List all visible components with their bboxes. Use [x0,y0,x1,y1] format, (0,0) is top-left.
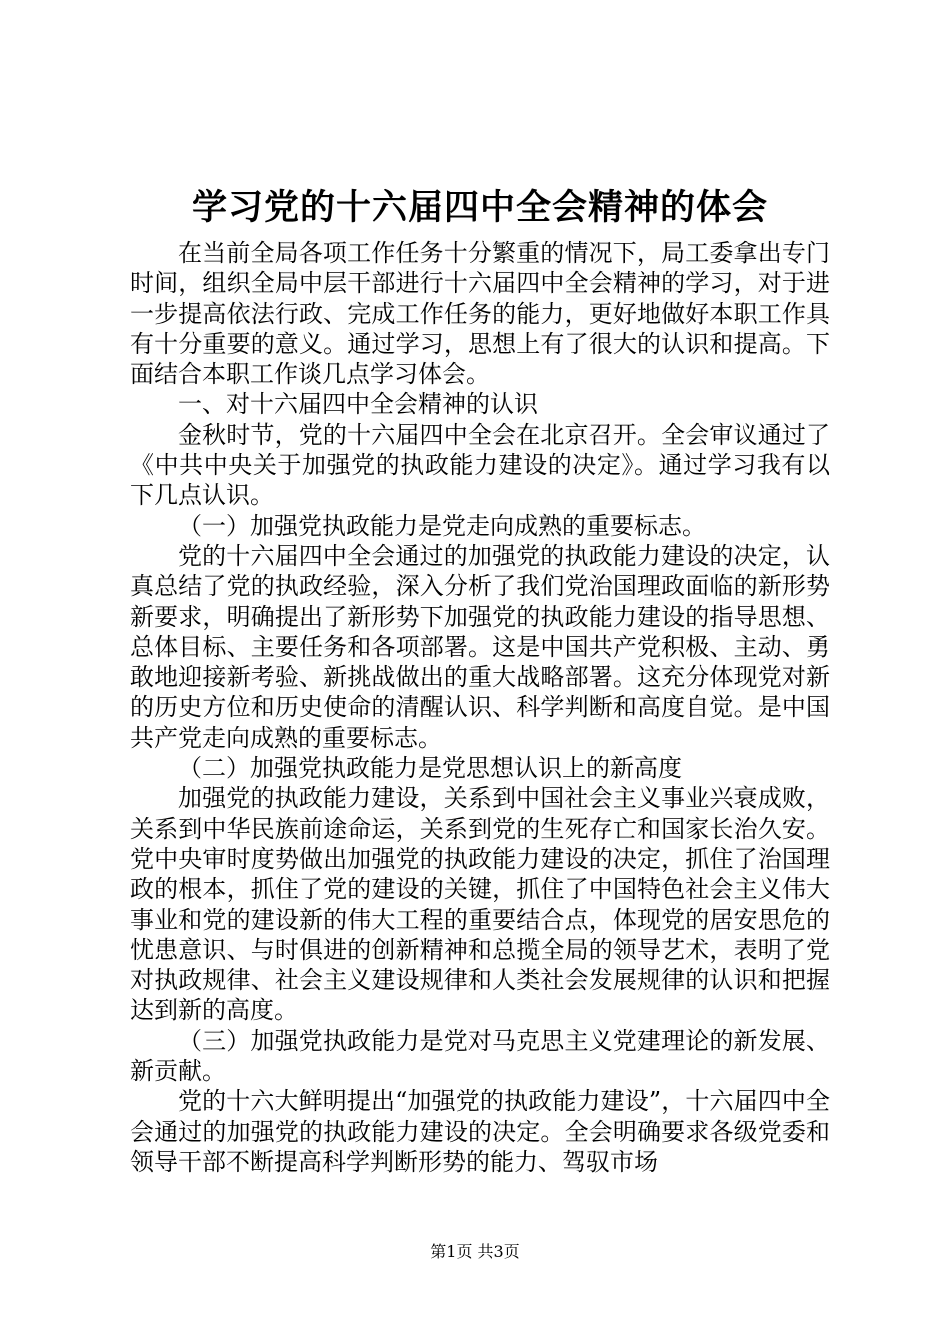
paragraph-subsection-3: 党的十六大鲜明提出“加强党的执政能力建设”，十六届四中全会通过的加强党的执政能力建设的决定。全会明确要求各级党委和领导干部不断提高科学判断形势的能力、驾驭市场 [130,1087,830,1176]
subheading-1: （一）加强党执政能力是党走向成熟的重要标志。 [178,511,706,540]
document-title: 学习党的十六届四中全会精神的体会 [191,187,768,228]
subheading-2: （二）加强党执政能力是党思想认识上的新高度 [178,754,682,783]
page-footer: 第1页 共3页 [430,1242,520,1261]
document-page [130,0,830,1344]
subheading-3: （三）加强党执政能力是党对马克思主义党建理论的新发展、新贡献。 [130,1026,830,1086]
paragraph-plenum: 金秋时节，党的十六届四中全会在北京召开。全会审议通过了《中共中央关于加强党的执政能力建设的决定》。通过学习我有以下几点认识。 [130,420,830,510]
document-body [130,238,830,1177]
section-heading-1: 一、对十六届四中全会精神的认识 [178,390,538,419]
paragraph-subsection-1: 党的十六届四中全会通过的加强党的执政能力建设的决定，认真总结了党的执政经验，深入分析了我们党治国理政面临的新形势新要求，明确提出了新形势下加强党的执政能力建设的指导思想、总体目标、主要任务和各项部署。这是中国共产党积极、主动、勇敢地迎接新考验、新挑战做出的重大战略部署。这充分体现党对新的历史方位和历史使命的清醒认识、科学判断和高度自觉。是中国共产党走向成熟的重要标志。 [130,541,830,752]
paragraph-subsection-2: 加强党的执政能力建设，关系到中国社会主义事业兴衰成败，关系到中华民族前途命运，关系到党的生死存亡和国家长治久安。党中央审时度势做出加强党的执政能力建设的决定，抓住了治国理政的根本，抓住了党的建设的关键，抓住了中国特色社会主义伟大事业和党的建设新的伟大工程的重要结合点，体现党的居安思危的忧患意识、与时俱进的创新精神和总揽全局的领导艺术，表明了党对执政规律、社会主义建设规律和人类社会发展规律的认识和把握达到新的高度。 [130,784,830,1025]
paragraph-intro: 在当前全局各项工作任务十分繁重的情况下，局工委拿出专门时间，组织全局中层干部进行十六届四中全会精神的学习，对于进一步提高依法行政、完成工作任务的能力，更好地做好本职工作具有十分重要的意义。通过学习，思想上有了很大的认识和提高。下面结合本职工作谈几点学习体会。 [130,239,830,389]
